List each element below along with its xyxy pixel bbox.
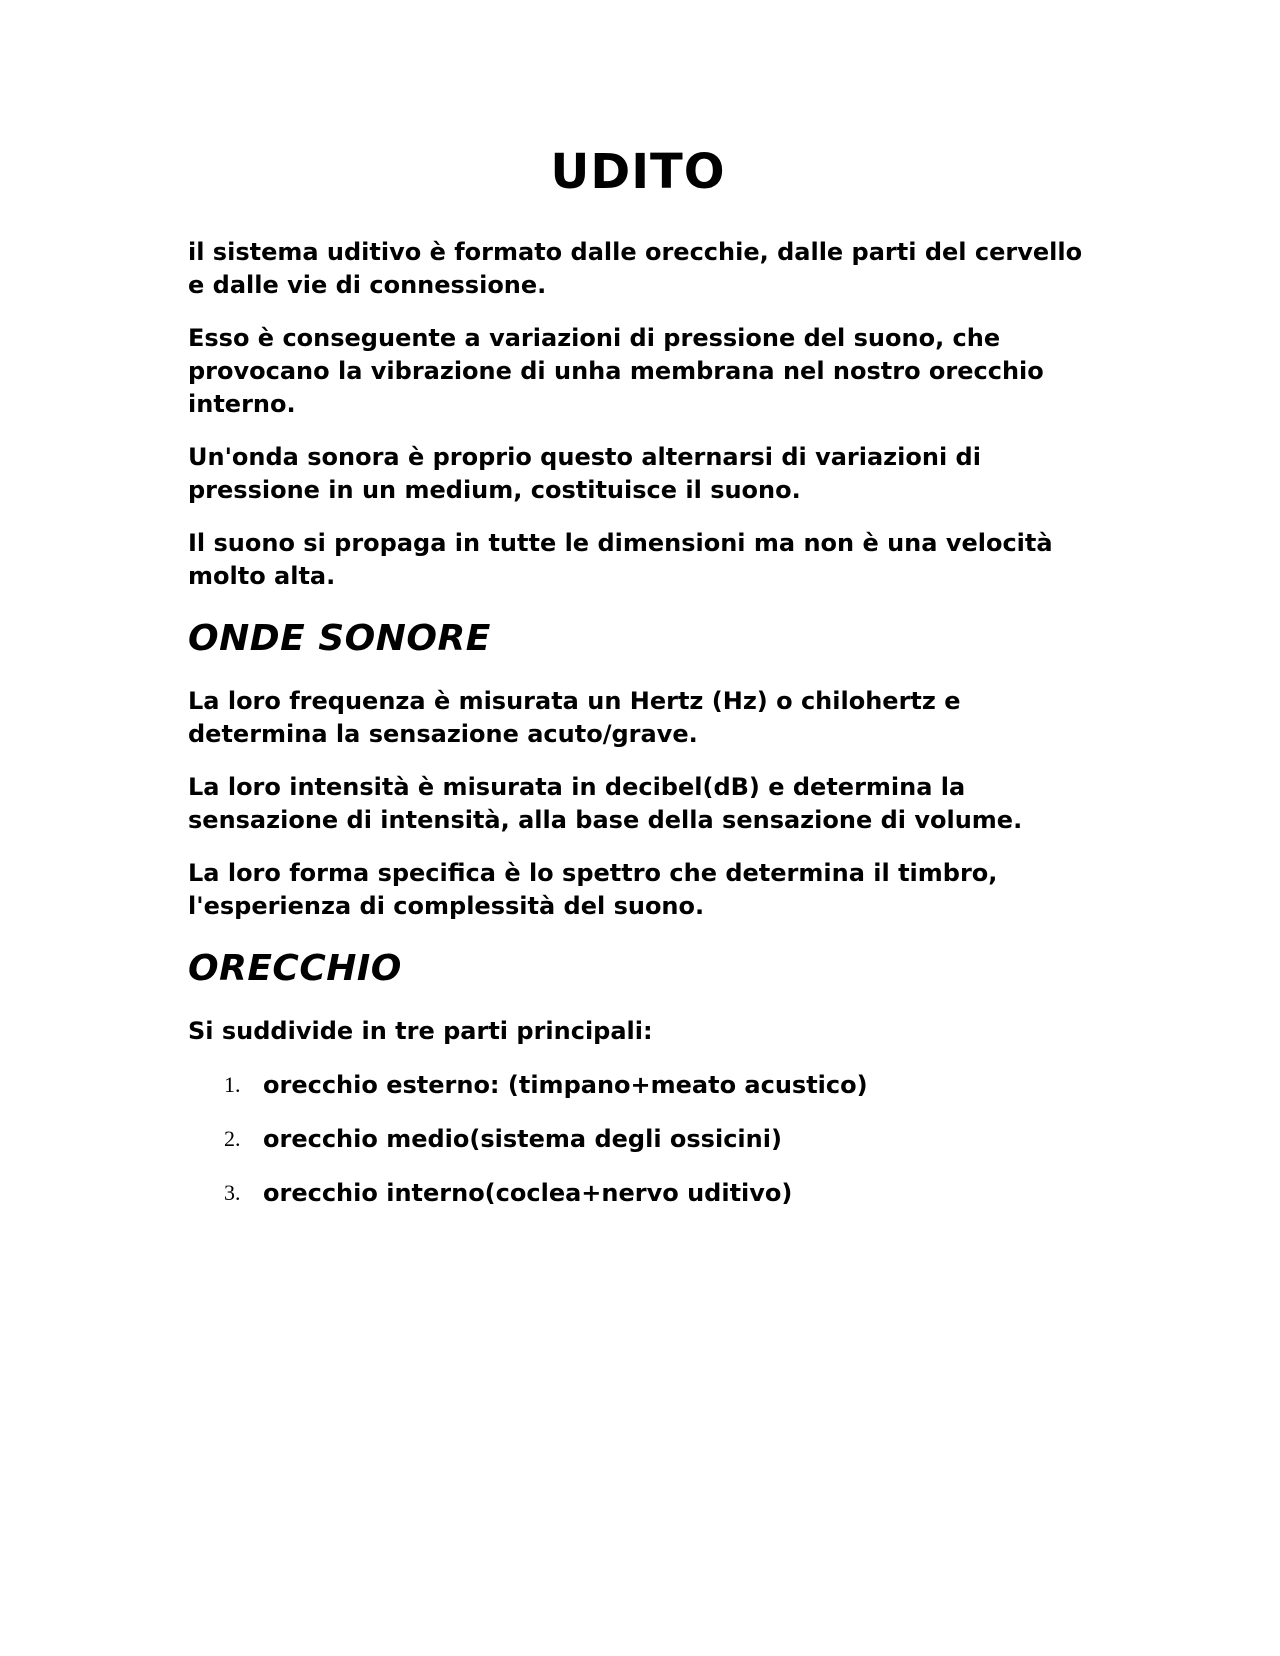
orecchio-paragraph-1: Si suddivide in tre parti principali: [188,1017,653,1045]
onde-paragraph-2: La loro intensità è misurata in decibel(dB) e determina la sensazione di intensità, alla base della sensazione di volume. [188,773,1023,834]
intro-paragraph-3: Un'onda sonora è proprio questo alternarsi di variazioni di pressione in un medium, costituisce il suono. [188,443,981,504]
list-item-number: 3. [224,1180,241,1205]
list-item-text: orecchio medio(sistema degli ossicini) [263,1125,782,1153]
document-page [188,140,1088,1230]
onde-paragraph-1: La loro frequenza è misurata un Hertz (Hz) o chilohertz e determina la sensazione acuto/grave. [188,687,961,748]
ear-parts-list [188,1068,1088,1210]
onde-paragraph-3: La loro forma specifica è lo spettro che determina il timbro, l'esperienza di complessità del suono. [188,859,998,920]
list-item-text: orecchio esterno: (timpano+meato acustico) [263,1071,868,1099]
section-heading-orecchio: ORECCHIO [188,948,402,989]
intro-paragraph-4: Il suono si propaga in tutte le dimensioni ma non è una velocità molto alta. [188,529,1053,590]
list-item-number: 2. [224,1126,241,1151]
list-item [188,1176,1088,1210]
list-item [188,1122,1088,1156]
document-title: UDITO [550,144,726,200]
intro-paragraph-2: Esso è conseguente a variazioni di pressione del suono, che provocano la vibrazione di unha membrana nel nostro orecchio interno. [188,324,1044,418]
section-heading-onde-sonore: ONDE SONORE [188,618,491,659]
list-item-number: 1. [224,1072,241,1097]
intro-paragraph-1: il sistema uditivo è formato dalle orecchie, dalle parti del cervello e dalle vie di connessione. [188,238,1083,299]
list-item-text: orecchio interno(coclea+nervo uditivo) [263,1179,793,1207]
list-item [188,1068,1088,1102]
